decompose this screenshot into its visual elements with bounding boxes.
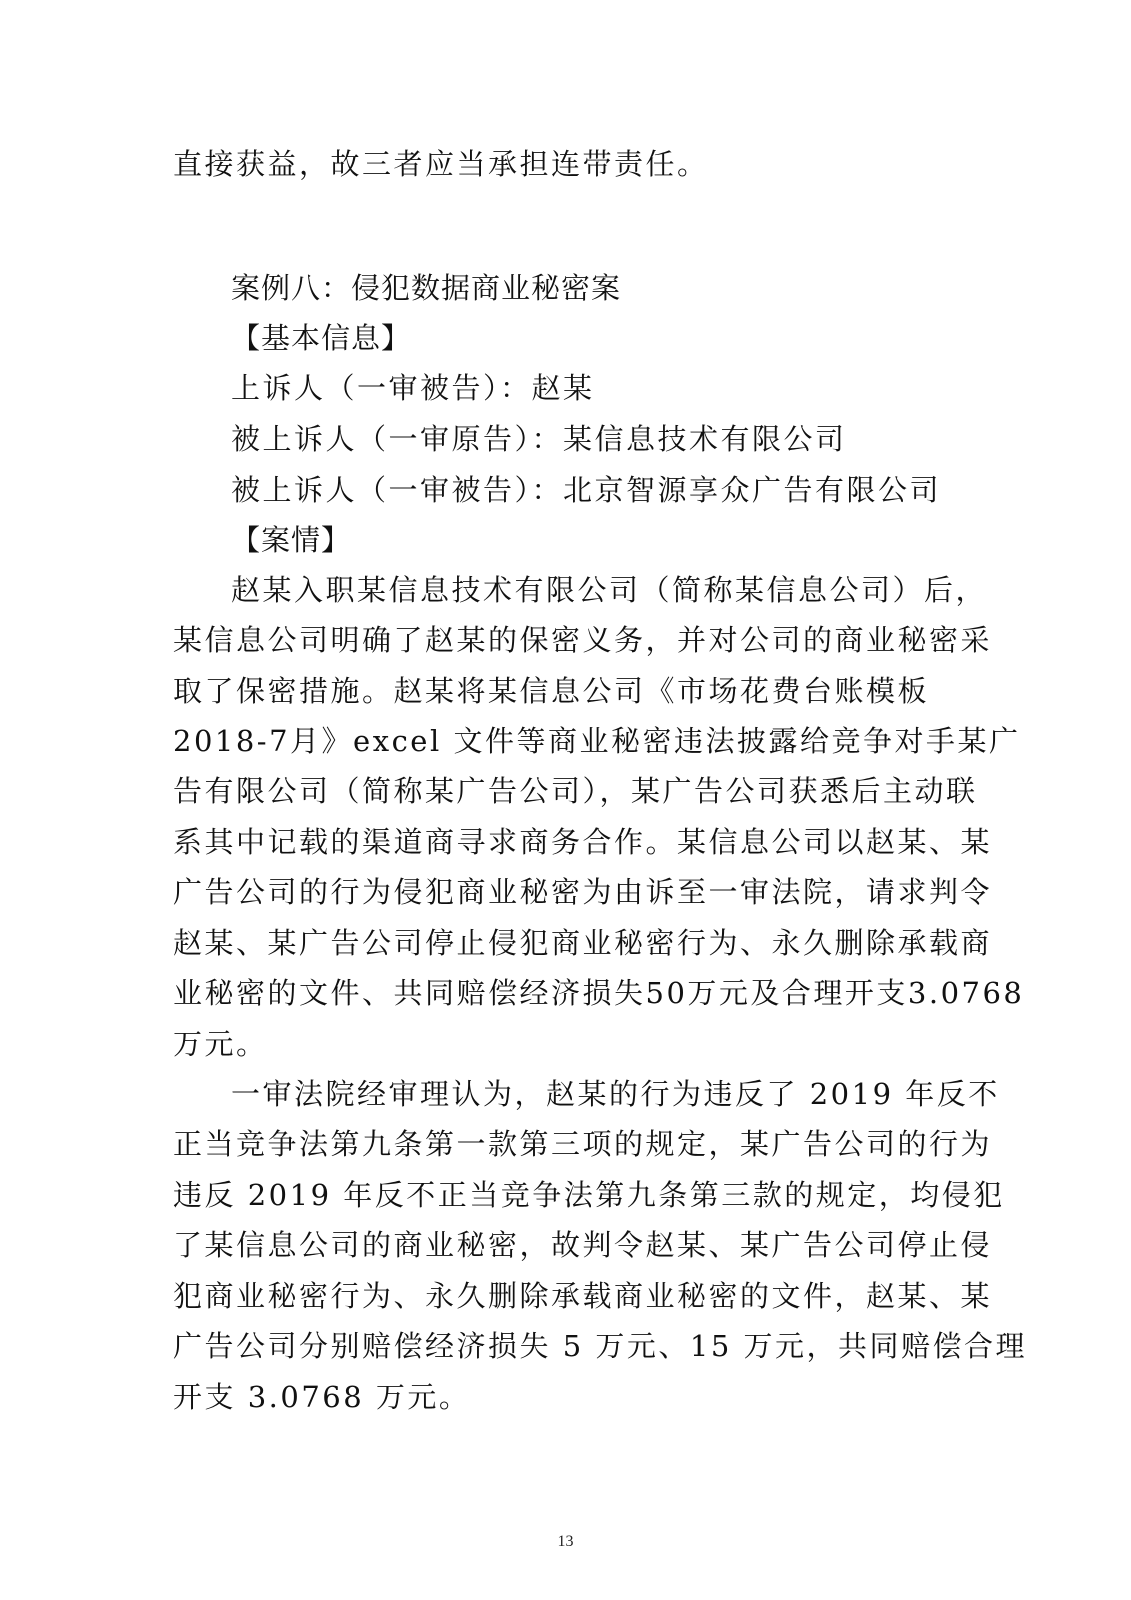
- facts-line: 广告公司的行为侵犯商业秘密为由诉至一审法院，请求判令: [173, 875, 993, 909]
- judgment-line: 犯商业秘密行为、永久删除承载商业秘密的文件，赵某、某: [173, 1279, 993, 1313]
- facts-line: 系其中记载的渠道商寻求商务合作。某信息公司以赵某、某: [173, 825, 993, 859]
- facts-line: 某信息公司明确了赵某的保密义务，并对公司的商业秘密采: [173, 623, 993, 657]
- case-title: 案例八：侵犯数据商业秘密案: [231, 271, 622, 305]
- facts-line: 赵某、某广告公司停止侵犯商业秘密行为、永久删除承载商: [173, 926, 993, 960]
- facts-line: 万元。: [173, 1027, 268, 1061]
- facts-line: 赵某入职某信息技术有限公司（简称某信息公司）后，: [231, 573, 988, 607]
- basic-info-heading: 【基本信息】: [231, 321, 412, 355]
- paragraph-tail: 直接获益，故三者应当承担连带责任。: [173, 147, 709, 181]
- judgment-line: 违反 2019 年反不正当竞争法第九条第三款的规定，均侵犯: [173, 1178, 1005, 1212]
- page-number: 13: [557, 1533, 574, 1550]
- facts-line: 告有限公司（简称某广告公司），某广告公司获悉后主动联: [173, 774, 978, 808]
- judgment-line: 了某信息公司的商业秘密，故判令赵某、某广告公司停止侵: [173, 1228, 993, 1262]
- facts-line: 业秘密的文件、共同赔偿经济损失50万元及合理开支3.0768: [173, 976, 1025, 1010]
- judgment-line: 开支 3.0768 万元。: [173, 1380, 471, 1414]
- party-appellee-plaintiff: 被上诉人（一审原告）：某信息技术有限公司: [231, 422, 847, 456]
- party-appellant: 上诉人（一审被告）：赵某: [231, 371, 595, 405]
- judgment-line: 广告公司分别赔偿经济损失 5 万元、15 万元，共同赔偿合理: [173, 1329, 1028, 1363]
- facts-heading: 【案情】: [231, 523, 352, 557]
- facts-line: 2018-7月》excel 文件等商业秘密违法披露给竞争对手某广: [173, 724, 1021, 758]
- facts-line: 取了保密措施。赵某将某信息公司《市场花费台账模板: [173, 674, 930, 708]
- judgment-line: 正当竞争法第九条第一款第三项的规定，某广告公司的行为: [173, 1127, 993, 1161]
- party-appellee-defendant: 被上诉人（一审被告）：北京智源享众广告有限公司: [231, 473, 942, 507]
- judgment-line: 一审法院经审理认为，赵某的行为违反了 2019 年反不: [231, 1077, 1000, 1111]
